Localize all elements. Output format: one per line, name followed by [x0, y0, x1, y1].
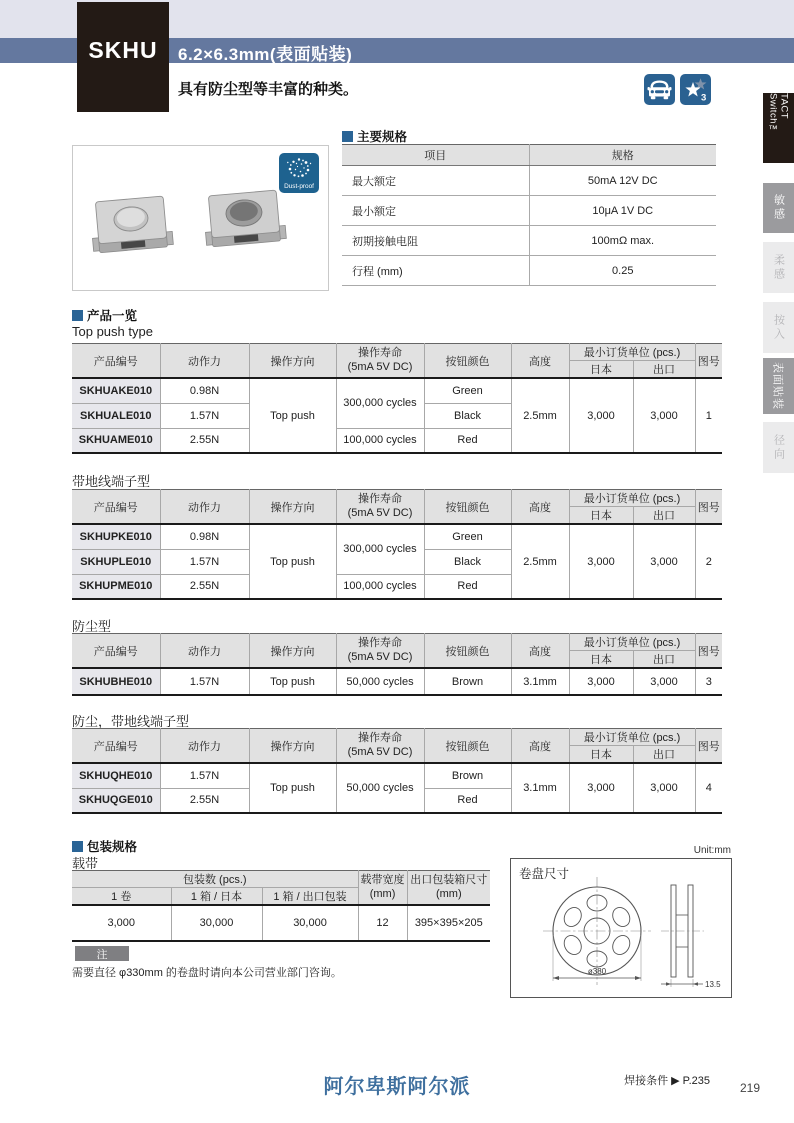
col-header-tape-width: 载带宽度 (mm): [358, 871, 407, 906]
operating-direction: Top push: [249, 524, 336, 599]
table-row: [72, 378, 722, 403]
spec-section-label: 主要规格: [342, 127, 407, 145]
col-header-part: 产品编号: [72, 729, 160, 764]
size-title: 6.2×6.3mm(表面贴装): [178, 45, 353, 64]
col-header-direction: 操作方向: [249, 490, 336, 525]
table-row: [72, 763, 722, 788]
col-header-part: 产品编号: [72, 490, 160, 525]
section-marker: [342, 131, 353, 142]
col-header-box-japan: 1 箱 / 日本: [171, 888, 262, 906]
part-number: SKHUPLE010: [72, 549, 160, 574]
spec-value: 0.25: [529, 256, 716, 286]
col-header-direction: 操作方向: [249, 729, 336, 764]
figure-number: 3: [695, 668, 722, 695]
packaging-table: [72, 870, 490, 942]
button-color: Green: [424, 524, 511, 549]
series-box: [77, 2, 169, 112]
height-value: 2.5mm: [511, 378, 569, 453]
part-number: SKHUALE010: [72, 403, 160, 428]
button-color: Red: [424, 574, 511, 599]
spec-value: 10μA 1V DC: [529, 196, 716, 226]
reel-width-dim: 13.5: [705, 980, 721, 989]
table-row: [72, 668, 722, 695]
operating-force: 1.57N: [160, 763, 249, 788]
col-header-color: 按钮颜色: [424, 344, 511, 379]
brand-logo: 阿尔卑斯阿尔派: [323, 1076, 471, 1098]
operating-life: 50,000 cycles: [336, 763, 424, 813]
button-color: Green: [424, 378, 511, 403]
col-header-life: 操作寿命 (5mA 5V DC): [336, 490, 424, 525]
part-number: SKHUAME010: [72, 428, 160, 453]
operating-life: 100,000 cycles: [336, 574, 424, 599]
sidebar-tab-surface-mount[interactable]: 表面贴装: [763, 358, 794, 414]
button-color: Red: [424, 788, 511, 813]
box-export-qty: 30,000: [262, 905, 358, 941]
col-header-direction: 操作方向: [249, 344, 336, 379]
figure-number: 1: [695, 378, 722, 453]
table-row: [342, 166, 716, 196]
spec-header-spec: 规格: [529, 145, 716, 166]
col-header-japan: 日本: [569, 651, 633, 669]
operating-force: 2.55N: [160, 428, 249, 453]
part-number: SKHUQGE010: [72, 788, 160, 813]
operating-life: 300,000 cycles: [336, 378, 424, 428]
col-header-box-export: 1 箱 / 出口包装: [262, 888, 358, 906]
reel-qty: 3,000: [72, 905, 171, 941]
sidebar-tab-radial[interactable]: 径向: [763, 422, 794, 473]
spec-item: 行程 (mm): [342, 256, 529, 286]
moq-japan: 3,000: [569, 763, 633, 813]
table-row: [72, 905, 490, 941]
col-header-export: 出口: [633, 746, 695, 764]
table-title-dustproof: 防尘型: [72, 619, 112, 634]
box-japan-qty: 30,000: [171, 905, 262, 941]
reel-diameter-dim: ø380: [587, 967, 607, 976]
col-header-height: 高度: [511, 729, 569, 764]
operating-direction: Top push: [249, 668, 336, 695]
spec-item: 最小额定: [342, 196, 529, 226]
col-header-direction: 操作方向: [249, 634, 336, 669]
product-table-dustproof-ground: [72, 728, 722, 814]
col-header-color: 按钮颜色: [424, 490, 511, 525]
table-title-ground-terminal: 带地线端子型: [72, 474, 151, 489]
spec-header-item: 项目: [342, 145, 529, 166]
moq-export: 3,000: [633, 378, 695, 453]
spec-item: 最大额定: [342, 166, 529, 196]
col-header-moq: 最小订货单位 (pcs.): [569, 344, 695, 361]
table-title-dustproof-ground: 防尘，带地线端子型: [72, 714, 190, 729]
part-number: SKHUBHE010: [72, 668, 160, 695]
note-badge: 注: [75, 946, 129, 961]
col-header-package-qty: 包装数 (pcs.): [72, 871, 358, 888]
part-number: SKHUAKE010: [72, 378, 160, 403]
col-header-life: 操作寿命 (5mA 5V DC): [336, 344, 424, 379]
figure-number: 2: [695, 524, 722, 599]
section-marker: [72, 841, 83, 852]
sidebar-tab-soft[interactable]: 柔感: [763, 242, 794, 293]
spec-item: 初期接触电阻: [342, 226, 529, 256]
table-row: [72, 524, 722, 549]
operating-life: 100,000 cycles: [336, 428, 424, 453]
operating-life: 50,000 cycles: [336, 668, 424, 695]
table-title-top-push: Top push type: [72, 324, 153, 339]
product-table-ground-terminal: [72, 489, 722, 600]
moq-export: 3,000: [633, 668, 695, 695]
tape-width: 12: [358, 905, 407, 941]
star-grade-number: 3: [701, 92, 707, 104]
button-color: Red: [424, 428, 511, 453]
button-color: Black: [424, 549, 511, 574]
figure-number: 4: [695, 763, 722, 813]
operating-force: 0.98N: [160, 524, 249, 549]
operating-force: 0.98N: [160, 378, 249, 403]
dust-proof-badge: [279, 153, 319, 193]
button-color: Brown: [424, 668, 511, 695]
col-header-export: 出口: [633, 361, 695, 379]
moq-export: 3,000: [633, 524, 695, 599]
part-number: SKHUPME010: [72, 574, 160, 599]
col-header-force: 动作力: [160, 344, 249, 379]
operating-force: 2.55N: [160, 788, 249, 813]
dust-proof-label: Dust-proof: [284, 183, 314, 190]
operating-direction: Top push: [249, 763, 336, 813]
height-value: 3.1mm: [511, 763, 569, 813]
section-marker: [72, 310, 83, 321]
height-value: 2.5mm: [511, 524, 569, 599]
tact-switch-tab: TACT Switch™: [763, 93, 794, 163]
series-name: SKHU: [88, 36, 158, 63]
spec-value: 100mΩ max.: [529, 226, 716, 256]
sidebar-tab-push[interactable]: 按入: [763, 302, 794, 353]
moq-japan: 3,000: [569, 524, 633, 599]
product-table-top-push: [72, 343, 722, 454]
sidebar-tab-sensitive[interactable]: 敏感: [763, 183, 794, 233]
col-header-color: 按钮颜色: [424, 729, 511, 764]
packaging-section-label: 包装规格: [72, 837, 137, 855]
col-header-export: 出口: [633, 507, 695, 525]
operating-force: 1.57N: [160, 668, 249, 695]
spec-value: 50mA 12V DC: [529, 166, 716, 196]
col-header-force: 动作力: [160, 729, 249, 764]
col-header-japan: 日本: [569, 507, 633, 525]
unit-label: Unit:mm: [693, 845, 731, 856]
part-number: SKHUQHE010: [72, 763, 160, 788]
reel-dimension-panel: [510, 858, 732, 998]
product-photo-panel: [72, 145, 329, 291]
table-row: [342, 256, 716, 286]
button-color: Brown: [424, 763, 511, 788]
col-header-life: 操作寿命 (5mA 5V DC): [336, 729, 424, 764]
col-header-fig: 图号: [695, 729, 722, 764]
col-header-life: 操作寿命 (5mA 5V DC): [336, 634, 424, 669]
moq-japan: 3,000: [569, 378, 633, 453]
reel-title: 卷盘尺寸: [519, 867, 570, 881]
col-header-force: 动作力: [160, 490, 249, 525]
col-header-moq: 最小订货单位 (pcs.): [569, 490, 695, 507]
solder-condition-ref[interactable]: 焊接条件 ▶ P.235: [624, 1075, 710, 1087]
col-header-moq: 最小订货单位 (pcs.): [569, 634, 695, 651]
note-text: 需要直径 φ330mm 的卷盘时请向本公司营业部门咨询。: [72, 967, 342, 979]
operating-force: 1.57N: [160, 549, 249, 574]
col-header-force: 动作力: [160, 634, 249, 669]
moq-export: 3,000: [633, 763, 695, 813]
table-row: [342, 196, 716, 226]
star-grade-icon: [680, 74, 711, 105]
col-header-color: 按钮颜色: [424, 634, 511, 669]
col-header-fig: 图号: [695, 490, 722, 525]
automotive-icon: [644, 74, 675, 105]
col-header-height: 高度: [511, 634, 569, 669]
operating-force: 1.57N: [160, 403, 249, 428]
col-header-reel: 1 卷: [72, 888, 171, 906]
height-value: 3.1mm: [511, 668, 569, 695]
main-spec-table: [342, 144, 716, 286]
button-color: Black: [424, 403, 511, 428]
page-number: 219: [739, 1081, 760, 1095]
operating-force: 2.55N: [160, 574, 249, 599]
product-table-dustproof: [72, 633, 722, 696]
col-header-height: 高度: [511, 490, 569, 525]
col-header-part: 产品编号: [72, 344, 160, 379]
operating-direction: Top push: [249, 378, 336, 453]
col-header-japan: 日本: [569, 746, 633, 764]
col-header-fig: 图号: [695, 634, 722, 669]
col-header-export-box: 出口包装箱尺寸 (mm): [407, 871, 490, 906]
col-header-part: 产品编号: [72, 634, 160, 669]
part-number: SKHUPKE010: [72, 524, 160, 549]
carrier-tape-title: 载带: [72, 856, 99, 871]
moq-japan: 3,000: [569, 668, 633, 695]
tagline: 具有防尘型等丰富的种类。: [178, 81, 359, 98]
operating-life: 300,000 cycles: [336, 524, 424, 574]
table-row: [342, 226, 716, 256]
col-header-moq: 最小订货单位 (pcs.): [569, 729, 695, 746]
col-header-export: 出口: [633, 651, 695, 669]
col-header-japan: 日本: [569, 361, 633, 379]
col-header-height: 高度: [511, 344, 569, 379]
export-box-dim: 395×395×205: [407, 905, 490, 941]
products-section-label: 产品一览: [72, 306, 137, 324]
col-header-fig: 图号: [695, 344, 722, 379]
